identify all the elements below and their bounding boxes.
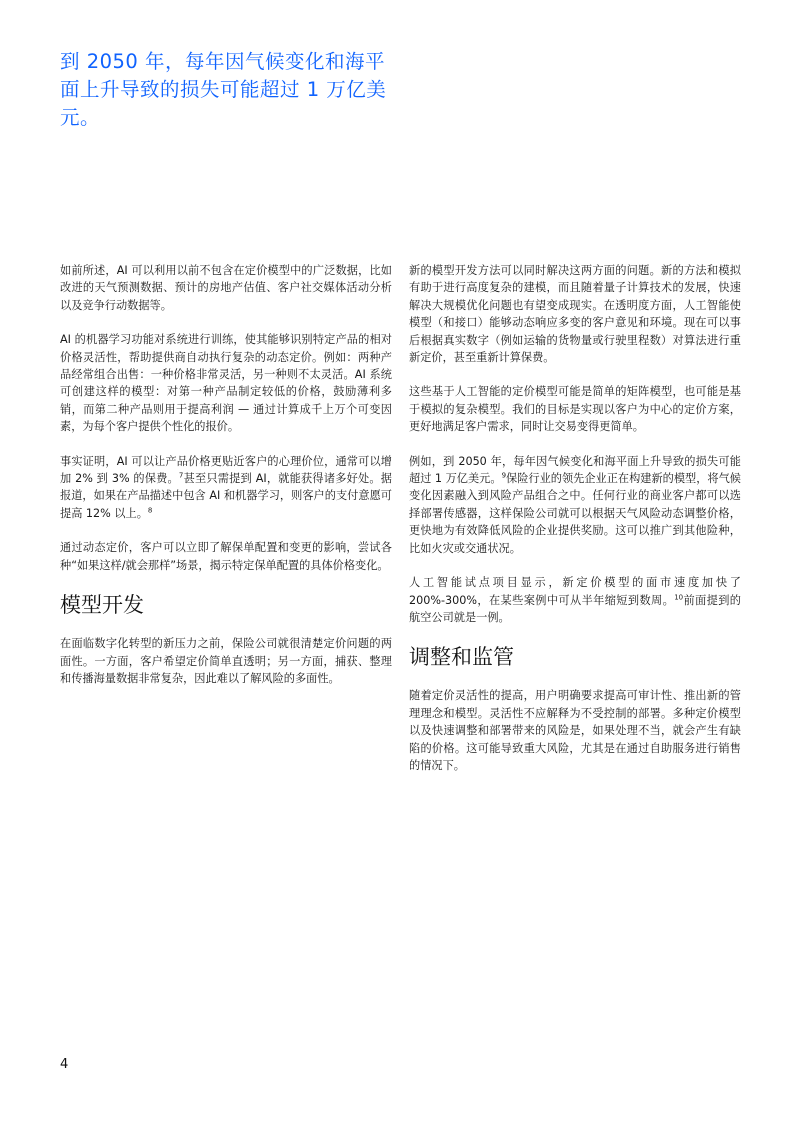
right-paragraph-1: 新的模型开发方法可以同时解决这两方面的问题。新的方法和模拟有助于进行高度复杂的建模，而且随着量子计算技术的发展，快速解决大规模优化问题也有望变成现实。在透明度方面，人工智能使模型（和接口）能够动态响应多变的客户意见和环境。现在可以事后根据真实数字（例如运输的货物量或行驶里程数）对算法进行重新定价，甚至重新计算保费。 <box>409 264 741 365</box>
right-paragraph-3 <box>409 453 741 557</box>
pull-quote: 到 2050 年，每年因气候变化和海平面上升导致的损失可能超过 1 万亿美元。 <box>60 50 387 129</box>
section-heading-adjustment-regulation: 调整和监管 <box>409 645 514 670</box>
right-column <box>409 262 741 791</box>
footnote-ref-8[interactable]: 8 <box>147 506 153 515</box>
left-paragraph-3-text-b: 甚至只需提到 AI，就能获得诸多好处。据报道，如果在产品描述中包含 AI 和机器学习，则客户的支付意愿可提高 12% 以上。 <box>60 472 392 520</box>
right-paragraph-4-text-a: 人工智能试点项目显示，新定价模型的面市速度加快了 200%-300%，在某些案例中可从半年缩短到数周。 <box>409 576 741 607</box>
left-column <box>60 262 392 704</box>
left-paragraph-5: 在面临数字化转型的新压力之前，保险公司就很清楚定价问题的两面性。一方面，客户希望定价简单直透明；另一方面，捕获、整理和传播海量数据非常复杂，因此难以了解风险的多面性。 <box>60 637 392 685</box>
left-paragraph-3-text-a: 事实证明，AI 可以让产品价格更贴近客户的心理价位，通常可以增加 2% 到 3% 的保费。 <box>60 454 392 486</box>
left-paragraph-4: 通过动态定价，客户可以立即了解保单配置和变更的影响，尝试各种“如果这样/就会那样”场景，揭示特定保单配置的具体价格变化。 <box>60 541 392 572</box>
right-paragraph-3-text-b: 保险行业的领先企业正在构建新的模型，将气候变化因素融入到风险产品组合之中。任何行业的商业客户都可以选择部署传感器，这样保险公司就可以根据天气风险动态调整价格，更快地为有效降低风险的企业提供奖励。这可以推广到其他险种，比如火灾或交通状况。 <box>409 472 741 555</box>
right-paragraph-5: 随着定价灵活性的提高，用户明确要求提高可审计性、推出新的管理理念和模型。灵活性不应解释为不受控制的部署。多种定价模型以及快速调整和部署带来的风险是，如果处理不当，就会产生有缺陷的价格。这可能导致重大风险，尤其是在通过自助服务进行销售的情况下。 <box>409 689 741 772</box>
left-paragraph-2: AI 的机器学习功能对系统进行训练，使其能够识别特定产品的相对价格灵活性，帮助提供商自动执行复杂的动态定价。例如：两种产品经常组合出售：一种价格非常灵活，另一种则不太灵活。AI 系统可创建这样的模型：对第一种产品制定较低的价格，鼓励薄利多销，而第二种产品则用于提高利润 — 通过计算成千上万个可变因素，为每个客户提供个性化的报价。 <box>60 333 392 434</box>
left-paragraph-3 <box>60 453 392 523</box>
right-paragraph-3-text-a: 例如，到 2050 年，每年因气候变化和海平面上升导致的损失可能超过 1 万亿美元。 <box>409 454 741 486</box>
section-heading-model-development: 模型开发 <box>60 593 144 618</box>
left-paragraph-1: 如前所述，AI 可以利用以前不包含在定价模型中的广泛数据，比如改进的天气预测数据、预计的房地产估值、客户社交媒体活动分析以及竞争行动数据等。 <box>60 264 392 312</box>
footnote-ref-9[interactable]: 9 <box>501 471 507 480</box>
right-paragraph-2: 这些基于人工智能的定价模型可能是简单的矩阵模型，也可能是基于模拟的复杂模型。我们的目标是实现以客户为中心的定价方案，更好地满足客户需求，同时让交易变得更简单。 <box>409 385 741 434</box>
footnote-ref-7[interactable]: 7 <box>178 471 184 480</box>
footnote-ref-10[interactable]: 10 <box>674 592 684 601</box>
page-number: 4 <box>60 1057 69 1072</box>
right-paragraph-4-text-b: 前面提到的航空公司就是一例。 <box>409 593 741 624</box>
right-paragraph-4 <box>409 574 741 626</box>
